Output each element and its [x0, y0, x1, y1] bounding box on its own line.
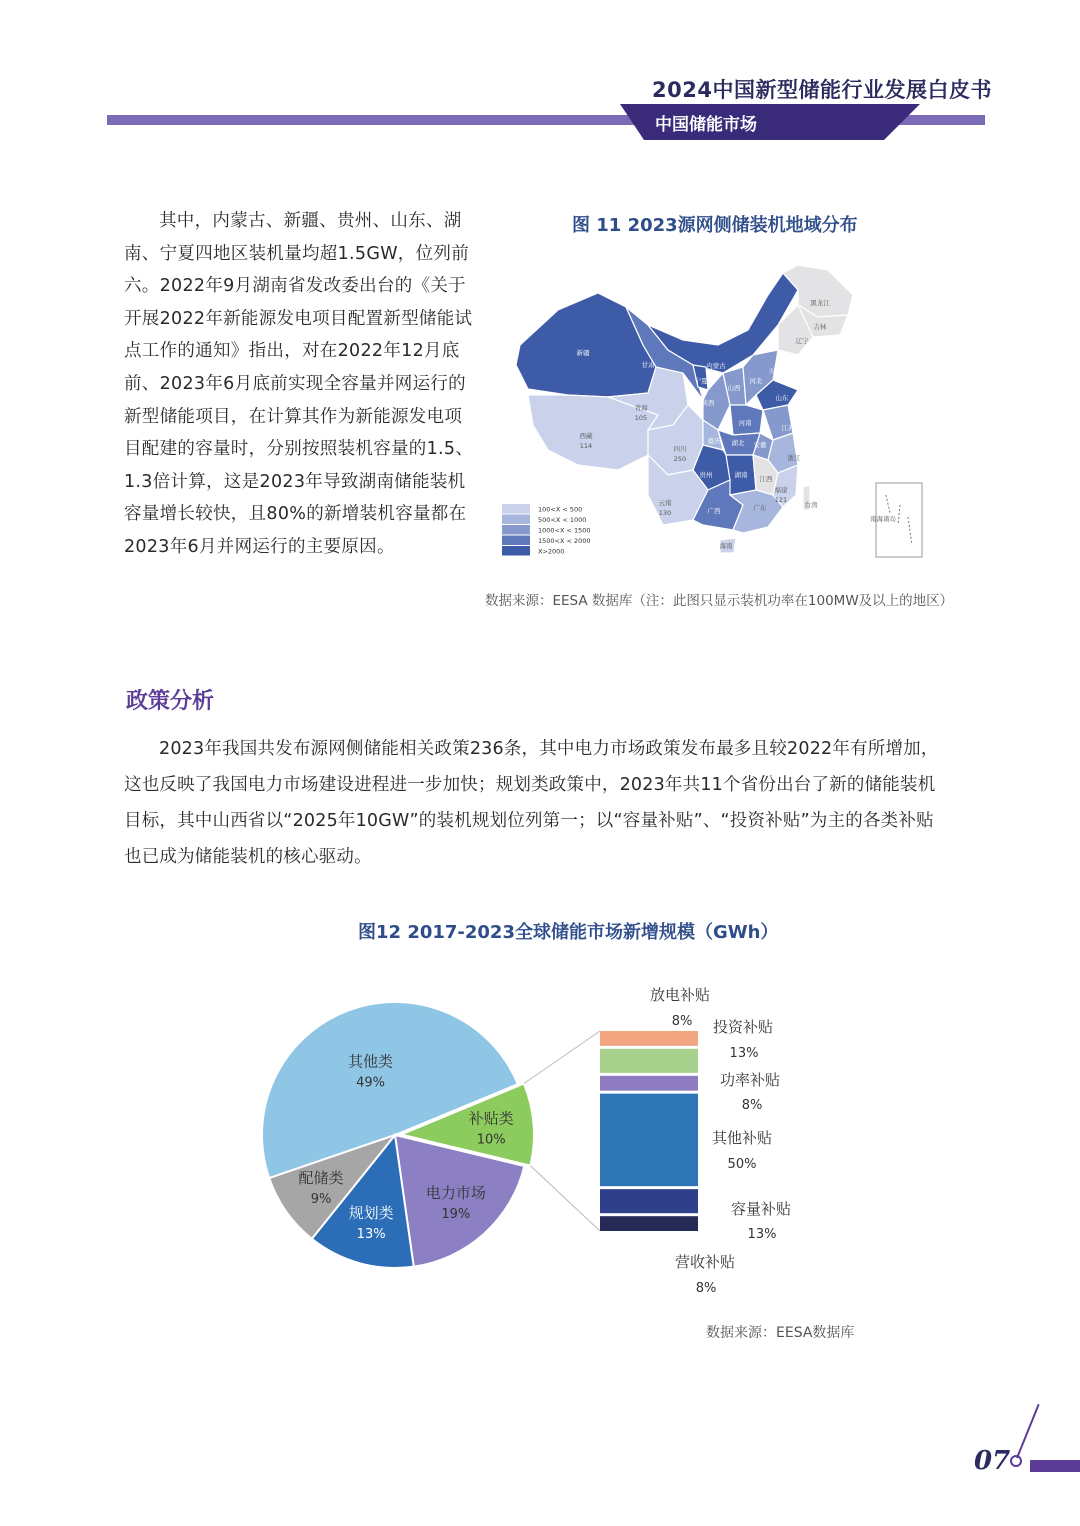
pie-slice-value: 9%: [310, 1192, 332, 1208]
map-region-label: 河南: [738, 419, 752, 427]
bar-segment: [600, 1189, 698, 1213]
bar-segment: [600, 1216, 698, 1231]
pie-slice-value: 10%: [476, 1132, 506, 1148]
bar-segment: [600, 1031, 698, 1046]
legend-swatch: [502, 515, 530, 525]
bar-segment-label: 其他补贴: [711, 1129, 773, 1147]
map-legend: [502, 504, 591, 556]
bar-segment-value: 13%: [747, 1227, 777, 1242]
map-region-label: 南海诸岛: [870, 515, 896, 523]
map-region-value: 250: [673, 455, 687, 463]
connector-line: [524, 1031, 600, 1084]
map-region-value: 130: [658, 509, 672, 517]
map-region-label: 黑龙江: [810, 299, 830, 307]
legend-swatch: [502, 525, 530, 535]
figure-11-title: 图 11 2023源网侧储装机地域分布: [572, 215, 858, 236]
map-region-label: 安徽: [753, 441, 767, 449]
map-region-label: 云南: [658, 499, 672, 507]
pie-bar-chart: [240, 975, 840, 1305]
map-region-label: 甘肃: [641, 361, 655, 369]
pie-slice-label: 配储类: [298, 1169, 344, 1188]
legend-label: X>2000: [538, 547, 565, 556]
bar-segment-label: 营收补贴: [674, 1253, 736, 1271]
map-region-label: 吉林: [813, 323, 827, 331]
legend-label: 100<X < 500: [538, 505, 583, 514]
map-region-label: 河北: [749, 377, 763, 385]
pie-slice-label: 电力市场: [425, 1183, 486, 1202]
map-region-label: 广西: [707, 507, 721, 515]
bar-segment-value: 13%: [729, 1046, 759, 1061]
map-region-label: 海南: [719, 542, 733, 550]
legend-label: 1500<X < 2000: [538, 537, 591, 545]
bar-segment-label: 投资补贴: [712, 1018, 774, 1036]
bar-segment-label: 放电补贴: [649, 986, 711, 1004]
bar-segment-value: 50%: [727, 1157, 757, 1172]
pie-slice-value: 13%: [356, 1227, 386, 1243]
bar-segment-label: 容量补贴: [730, 1200, 792, 1218]
map-region-label: 江苏: [781, 424, 795, 432]
map-region-value: 114: [579, 442, 593, 450]
map-region-label: 山西: [727, 384, 741, 392]
map-region-label: 四川: [673, 445, 687, 453]
map-region-label: 台湾: [804, 501, 818, 509]
bar-segment: [600, 1094, 698, 1187]
legend-swatch: [502, 546, 530, 556]
bar-segment-value: 8%: [695, 1281, 717, 1296]
body-paragraph-2: 2023年我国共发布源网侧储能相关政策236条，其中电力市场政策发布最多且较2022年有所增加，这也反映了我国电力市场建设进程进一步加快；规划类政策中，2023年共11个省份出台了新的储能装机目标，其中山西省以“2025年10GW”的装机规划位列第一；以“容量补贴”、“投资补贴”为主的各类补贴也已成为储能装机的核心驱动。: [124, 739, 939, 867]
map-region-label: 新疆: [576, 349, 590, 357]
legend-label: 1000<X < 1500: [538, 526, 591, 535]
bar-segment-value: 8%: [671, 1014, 693, 1029]
chart-svg: [240, 975, 840, 1305]
map-region-value: 121: [774, 496, 788, 504]
page-decoration: [1016, 1404, 1040, 1459]
body-paragraph-1: 其中，内蒙古、新疆、贵州、山东、湖南、宁夏四地区装机量均超1.5GW，位列前六。2022年9月湖南省发改委出台的《关于开展2022年新能源发电项目配置新型储能试点工作的通知》指出，对在2022年12月底前、2023年6月底前实现全容量并网运行的新型储能项目，在计算其作为新能源发电项目配建的容量时，分别按照装机容量的1.5、1.3倍计算，这是2023年导致湖南储能装机容量增长较快，且80%的新增装机容量都在2023年6月并网运行的主要原因。: [124, 211, 474, 557]
page-bar: [1030, 1460, 1080, 1472]
map-region-label: 山东: [775, 394, 789, 402]
legend-swatch: [502, 504, 530, 514]
map-region-label: 重庆: [707, 437, 721, 445]
page-dot-icon: [1010, 1455, 1022, 1467]
page-number: 07: [974, 1446, 1011, 1476]
section-header: 中国储能市场: [655, 115, 757, 135]
map-region-label: 浙江: [787, 454, 801, 462]
pie-slice-value: 19%: [441, 1206, 471, 1222]
map-region-label: 湖南: [734, 471, 748, 479]
legend-swatch: [502, 536, 530, 546]
connector-line: [530, 1166, 600, 1231]
document-title: 2024中国新型储能行业发展白皮书: [652, 78, 992, 102]
map-region-label: 江西: [759, 475, 773, 483]
pie-slice-label: 补贴类: [468, 1109, 514, 1128]
pie-slice-label: 规划类: [348, 1204, 394, 1223]
map-region-label: 内蒙古: [706, 362, 726, 370]
legend-label: 500<X < 1000: [538, 516, 587, 524]
bar-segment: [600, 1076, 698, 1091]
pie-slice-value: 49%: [356, 1075, 386, 1091]
map-region-label: 湖北: [731, 439, 745, 447]
bar-segment: [600, 1049, 698, 1073]
figure-12-source: 数据来源：EESA数据库: [706, 1325, 855, 1341]
section-title: 政策分析: [126, 689, 215, 714]
map-region-value: 105: [634, 414, 648, 422]
region-xinjiang: [516, 293, 656, 397]
china-map: [498, 255, 938, 575]
china-map-figure: [498, 255, 938, 575]
map-region-label: 辽宁: [795, 337, 809, 345]
map-region-label: 西藏: [579, 432, 593, 440]
map-region-label: 福建: [774, 486, 788, 494]
figure-11-source: 数据来源：EESA 数据库（注：此图只显示装机功率在100MW及以上的地区）: [485, 593, 954, 609]
figure-12-title: 图12 2017-2023全球储能市场新增规模（GWh）: [358, 922, 779, 943]
map-region-label: 广东: [753, 504, 767, 512]
pie-slice-label: 其他类: [348, 1052, 394, 1071]
map-region-label: 宁夏: [694, 377, 708, 385]
map-region-label: 天津: [768, 367, 782, 375]
bar-segment-value: 8%: [741, 1098, 763, 1113]
map-region-label: 贵州: [699, 471, 713, 479]
bar-segment-label: 功率补贴: [719, 1071, 781, 1089]
map-region-label: 陕西: [701, 399, 715, 407]
map-region-label: 青海: [634, 404, 648, 412]
